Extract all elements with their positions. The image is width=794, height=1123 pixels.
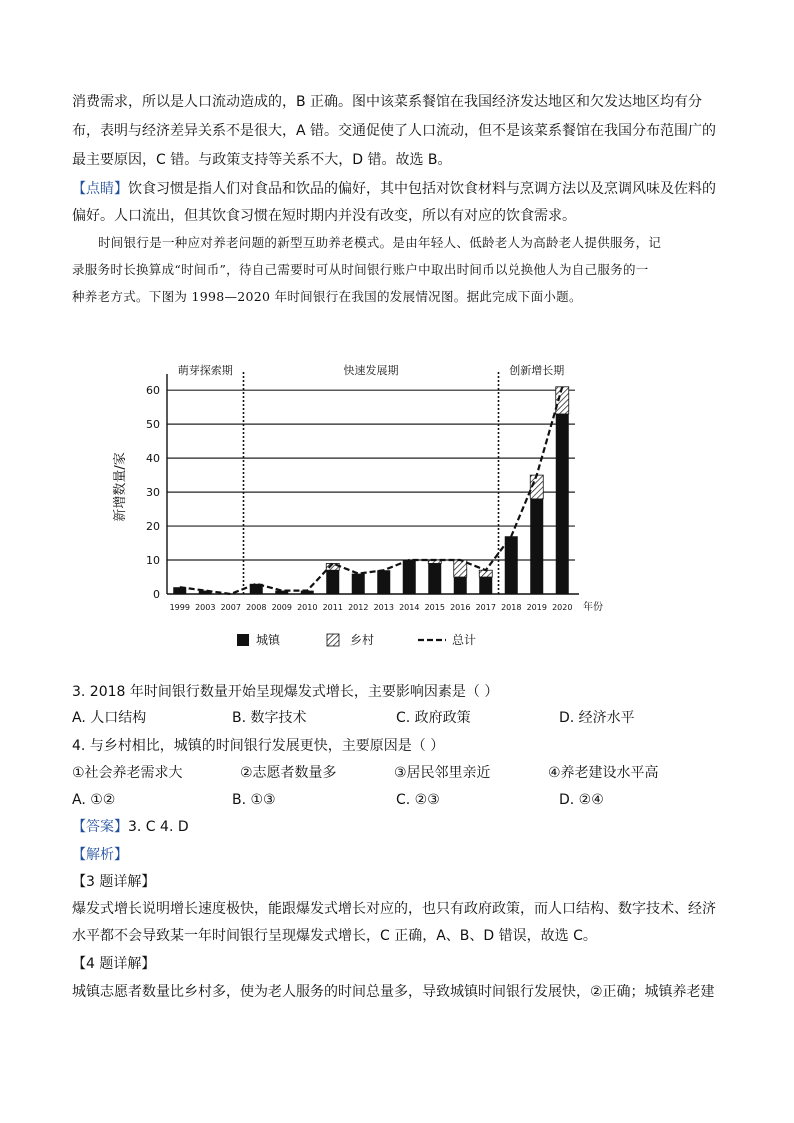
legend-label-total: 总计 [452,633,477,647]
bar-urban [479,577,492,594]
x-tick-label: 2013 [373,603,394,612]
q4-item-4: ④养老建设水平高 [548,765,659,781]
q3-option-a: A. 人口结构 [72,710,147,726]
x-tick-label: 2019 [526,603,547,612]
passage-line-3: 种养老方式。下图为 1998—2020 年时间银行在我国的发展情况图。据此完成下面小题。 [72,289,582,304]
legend-label-rural: 乡村 [350,633,375,647]
period-label: 创新增长期 [509,364,565,377]
bar-urban [377,570,390,594]
bar-urban [556,414,569,594]
tip-line-2: 偏好。人口流出，但其饮食习惯在短时期内并没有改变，所以有对应的饮食需求。 [72,208,576,224]
x-tick-label: 2020 [552,603,573,612]
legend-label-urban: 城镇 [256,633,281,647]
legend-swatch-rural [327,634,339,646]
q3-option-c: C. 政府政策 [396,710,471,726]
answer-line [72,817,732,837]
y-tick-label: 10 [146,554,160,568]
intro-line-3: 最主要原因，C 错。与政策支持等关系不大，D 错。故选 B。 [72,152,452,168]
y-tick-label: 20 [146,520,160,534]
passage-line-1: 时间银行是一种应对养老问题的新型互助养老模式。是由年轻人、低龄老人为高龄老人提供服务，记 [98,235,662,250]
bar-urban [428,563,441,594]
bar-urban [505,536,518,594]
intro-line-2: 布，表明与经济差异关系不是很大，A 错。交通促使了人口流动，但不是该菜系餐馆在我国分布范围广的 [72,123,717,139]
q3-option-d: D. 经济水平 [559,710,635,726]
passage-line-2: 录服务时长换算成“时间币”，待自己需要时可从时间银行账户中取出时间币以兑换他人为自己服务的一 [72,262,649,277]
detail3-tag: 【3 题详解】 [72,874,156,890]
x-tick-label: 2010 [297,603,318,612]
q3-stem: 3. 2018 年时间银行数量开始呈现爆发式增长，主要影响因素是（ ） [72,684,499,700]
bar-urban [530,499,543,594]
tip-line-1 [72,179,732,199]
x-tick-label: 2003 [195,603,216,612]
x-axis-label: 年份 [583,602,603,613]
y-tick-label: 40 [146,452,160,466]
x-tick-label: 2017 [475,603,496,612]
period-label: 萌芽探索期 [177,364,233,377]
detail3-line-2: 水平都不会导致某一年时间银行呈现爆发式增长，C 正确，A、B、D 错误，故选 C。 [72,928,597,944]
answer-tag: 【答案】 [72,819,128,835]
intro-line-1: 消费需求，所以是人口流动造成的，B 正确。图中该菜系餐馆在我国经济发达地区和欠发达地区均有分 [72,94,703,110]
x-tick-label: 2012 [348,603,369,612]
time-bank-chart [100,358,620,658]
y-tick-label: 50 [146,418,160,432]
q4-option-c: C. ②③ [396,792,440,808]
analysis-tag: 【解析】 [72,847,128,863]
x-tick-label: 2015 [424,603,445,612]
x-tick-label: 2018 [501,603,522,612]
bar-rural [454,560,467,577]
q4-option-b: B. ①③ [232,792,276,808]
q4-option-a: A. ①② [72,792,116,808]
bar-urban [326,570,339,594]
tip-tag: 【点睛】 [72,181,128,197]
q4-item-3: ③居民邻里亲近 [394,765,491,781]
detail4-tag: 【4 题详解】 [72,956,156,972]
y-tick-label: 60 [146,384,160,398]
q4-option-d: D. ②④ [559,792,604,808]
detail3-line-1: 爆发式增长说明增长速度极快，能跟爆发式增长对应的，也只有政府政策，而人口结构、数字技术、经济 [72,901,716,917]
q4-item-1: ①社会养老需求大 [72,765,183,781]
x-tick-label: 2009 [271,603,292,612]
x-tick-label: 2007 [220,603,241,612]
bar-urban [454,577,467,594]
tip-text-1: 饮食习惯是指人们对食品和饮品的偏好，其中包括对饮食材料与烹调方法以及烹调风味及佐料的 [128,181,716,197]
x-tick-label: 2016 [450,603,471,612]
legend-swatch-urban [237,634,249,646]
y-tick-label: 30 [146,486,160,500]
q3-option-b: B. 数字技术 [232,710,307,726]
detail4-line-1: 城镇志愿者数量比乡村多，使为老人服务的时间总量多，导致城镇时间银行发展快，②正确；城镇养老建 [72,984,715,1000]
bar-urban [403,560,416,594]
x-tick-label: 2008 [246,603,267,612]
y-axis-label: 新增数量/家 [113,452,128,522]
period-label: 快速发展期 [343,364,399,377]
answer-text: 3. C 4. D [128,819,189,835]
x-tick-label: 2011 [322,603,343,612]
q4-item-2: ②志愿者数量多 [240,765,337,781]
y-tick-label: 0 [153,588,160,601]
x-tick-label: 2014 [399,603,420,612]
x-tick-label: 1999 [169,603,190,612]
bar-urban [352,574,365,594]
q4-stem: 4. 与乡村相比，城镇的时间银行发展更快，主要原因是（ ） [72,738,445,754]
